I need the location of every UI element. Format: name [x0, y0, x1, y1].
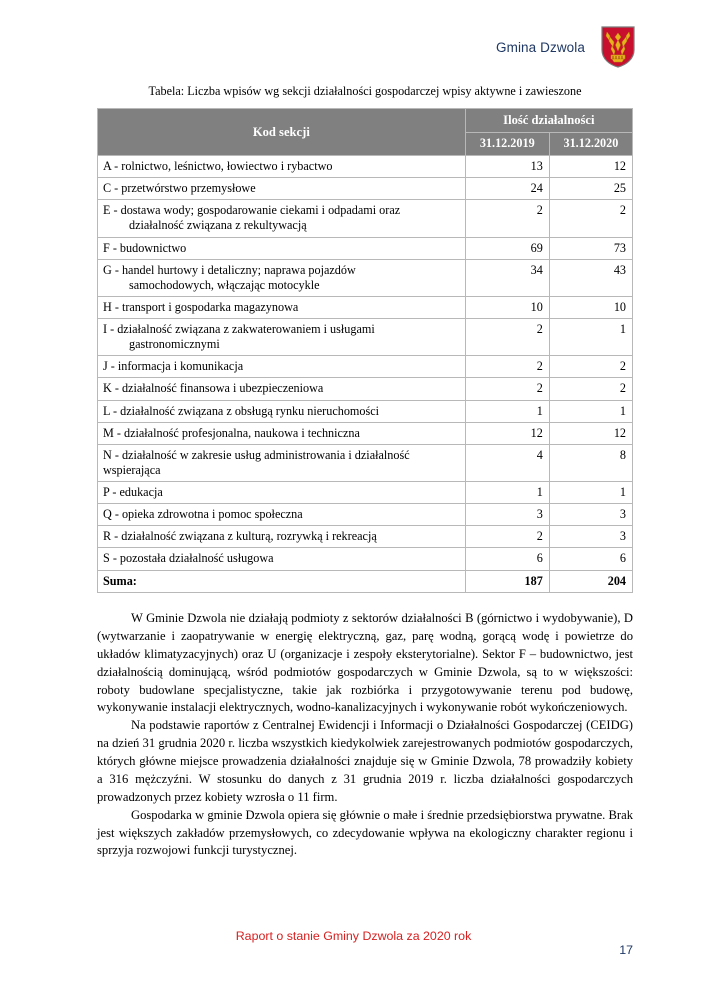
document-header [496, 26, 635, 68]
cell-section-name [98, 504, 466, 526]
table-row [98, 378, 633, 400]
cell-section-name [98, 200, 466, 237]
column-header-section: Kod sekcji [98, 109, 466, 156]
cell-section-name [98, 400, 466, 422]
cell-section-name [98, 319, 466, 356]
cell-section-name [98, 526, 466, 548]
table-row [98, 482, 633, 504]
footer-report-title: Raport o stanie Gminy Dzwola za 2020 rok [235, 929, 472, 943]
section-name-line1: Q - opieka zdrowotna i pomoc społeczna [103, 507, 303, 522]
cell-count-2019: 6 [465, 548, 549, 570]
cell-count-2020: 2 [549, 200, 632, 237]
table-total-row [98, 570, 633, 592]
table-row [98, 178, 633, 200]
table-row [98, 504, 633, 526]
section-name-line1: I - działalność związana z zakwaterowaniem i usługami [103, 322, 375, 336]
cell-count-2019: 12 [465, 422, 549, 444]
table-row [98, 422, 633, 444]
section-name-line2: działalność związana z rekultywacją [129, 218, 307, 233]
cell-count-2019: 24 [465, 178, 549, 200]
section-name-line1: N - działalność w zakresie usług administrowania i działalność [103, 447, 410, 462]
cell-count-2019: 34 [465, 259, 549, 296]
section-name-line1: F - budownictwo [103, 240, 187, 255]
cell-count-2020: 12 [549, 156, 632, 178]
section-name-line1: A - rolnictwo, leśnictwo, łowiectwo i rybactwo [103, 159, 333, 173]
section-name-line2: samochodowych, włączając motocykle [129, 277, 320, 292]
cell-section-name [98, 296, 466, 318]
cell-count-2019: 3 [465, 504, 549, 526]
cell-count-2020: 12 [549, 422, 632, 444]
cell-section-name [98, 259, 466, 296]
cell-count-2019: 2 [465, 200, 549, 237]
coat-of-arms-icon [601, 26, 635, 68]
cell-count-2020: 73 [549, 237, 632, 259]
table-row [98, 444, 633, 481]
page-title: Gmina Dzwola [496, 39, 585, 55]
table-header-row-1 [98, 109, 633, 133]
table-row [98, 237, 633, 259]
page-number: 17 [619, 943, 633, 957]
total-count-2019: 187 [465, 570, 549, 592]
total-label: Suma: [98, 570, 466, 592]
table-row [98, 356, 633, 378]
section-name-line2: gastronomicznymi [129, 337, 220, 352]
table-body [98, 156, 633, 593]
cell-count-2020: 1 [549, 319, 632, 356]
cell-count-2020: 8 [549, 444, 632, 481]
cell-count-2020: 10 [549, 296, 632, 318]
cell-count-2019: 2 [465, 319, 549, 356]
section-name-line1: K - działalność finansowa i ubezpieczeniowa [103, 381, 324, 396]
cell-section-name [98, 237, 466, 259]
table-row [98, 296, 633, 318]
section-name-line1: S - pozostała działalność usługowa [103, 551, 274, 566]
table-row [98, 200, 633, 237]
section-name-line1: P - edukacja [103, 485, 163, 499]
section-name-line1: J - informacja i komunikacja [103, 359, 244, 374]
cell-count-2019: 10 [465, 296, 549, 318]
section-name-line2: wspierająca [103, 462, 161, 477]
table-row [98, 319, 633, 356]
cell-count-2019: 2 [465, 378, 549, 400]
cell-section-name [98, 422, 466, 444]
body-paragraph: Na podstawie raportów z Centralnej Ewidencji i Informacji o Działalności Gospodarczej (CEIDG) na dzień 31 grudnia 2020 r. liczba wszystkich kiedykolwiek zarejestrowanych podmiotów gospodarczych, których główne miejsce prowadzenia działalności znajduje się w Gminie Dzwola, 78 prowadziły kobiety a 316 mężczyźni. W stosunku do danych z 31 grudnia 2019 r. liczba działalności gospodarczych prowadzonych przez kobiety wzrosła o 11 firm. [97, 718, 633, 804]
table-row [98, 526, 633, 548]
cell-section-name [98, 548, 466, 570]
section-name-line1: E - dostawa wody; gospodarowanie ciekami i odpadami oraz [103, 203, 401, 218]
column-header-year-2020: 31.12.2020 [549, 132, 632, 156]
section-name-line1: G - handel hurtowy i detaliczny; naprawa pojazdów [103, 262, 356, 277]
cell-count-2020: 25 [549, 178, 632, 200]
section-name-line1: L - działalność związana z obsługą rynku nieruchomości [103, 403, 380, 418]
cell-count-2020: 1 [549, 400, 632, 422]
table-row [98, 156, 633, 178]
cell-count-2019: 2 [465, 526, 549, 548]
business-sections-table [97, 108, 633, 593]
table-row [98, 259, 633, 296]
cell-count-2020: 1 [549, 482, 632, 504]
section-name-line1: R - działalność związana z kulturą, rozrywką i rekreacją [103, 529, 377, 544]
section-name-line1: M - działalność profesjonalna, naukowa i techniczna [103, 425, 360, 440]
table-header [98, 109, 633, 156]
table-row [98, 548, 633, 570]
cell-count-2019: 69 [465, 237, 549, 259]
cell-count-2019: 13 [465, 156, 549, 178]
cell-count-2020: 2 [549, 378, 632, 400]
cell-count-2020: 3 [549, 526, 632, 548]
cell-section-name [98, 444, 466, 481]
cell-section-name [98, 178, 466, 200]
cell-count-2020: 3 [549, 504, 632, 526]
cell-count-2020: 2 [549, 356, 632, 378]
cell-section-name [98, 356, 466, 378]
section-name-line1: H - transport i gospodarka magazynowa [103, 299, 299, 314]
total-count-2020: 204 [549, 570, 632, 592]
cell-count-2019: 1 [465, 400, 549, 422]
cell-count-2019: 2 [465, 356, 549, 378]
cell-count-2020: 6 [549, 548, 632, 570]
body-paragraphs [97, 610, 633, 860]
column-header-year-2019: 31.12.2019 [465, 132, 549, 156]
cell-section-name [98, 378, 466, 400]
column-header-group: Ilość działalności [465, 109, 632, 133]
cell-section-name [98, 156, 466, 178]
cell-count-2020: 43 [549, 259, 632, 296]
cell-section-name [98, 482, 466, 504]
table-row [98, 400, 633, 422]
body-paragraph: Gospodarka w gminie Dzwola opiera się głównie o małe i średnie przedsiębiorstwa prywatne. Brak jest większych zakładów przemysłowych, co zdecydowanie wpływa na ekologiczny charakter regionu i sprzyja rozwojowi funkcji turystycznej. [97, 807, 633, 858]
table-caption: Tabela: Liczba wpisów wg sekcji działalności gospodarczej wpisy aktywne i zawieszone [148, 84, 582, 98]
section-name-line1: C - przetwórstwo przemysłowe [103, 181, 256, 196]
cell-count-2019: 4 [465, 444, 549, 481]
cell-count-2019: 1 [465, 482, 549, 504]
body-paragraph: W Gminie Dzwola nie działają podmioty z sektorów działalności B (górnictwo i wydobywanie), D (wytwarzanie i zaopatrywanie w energię elektryczną, gaz, parę wodną, gorącą wodę i powietrze do układów klimatyzacyjnych) oraz U (organizacje i zespoły eksterytorialne). Sektor F – budownictwo, jest działalnością dominującą, wśród podmiotów gospodarczych w Gminie Dzwola, są to w większości: roboty budowlane specjalistyczne, takie jak rozbiórka i przygotowywanie terenu pod budowę, wykonywanie instalacji elektrycznych, wodno-kanalizacyjnych i wykonywanie robót wykończeniowych. [97, 611, 633, 715]
